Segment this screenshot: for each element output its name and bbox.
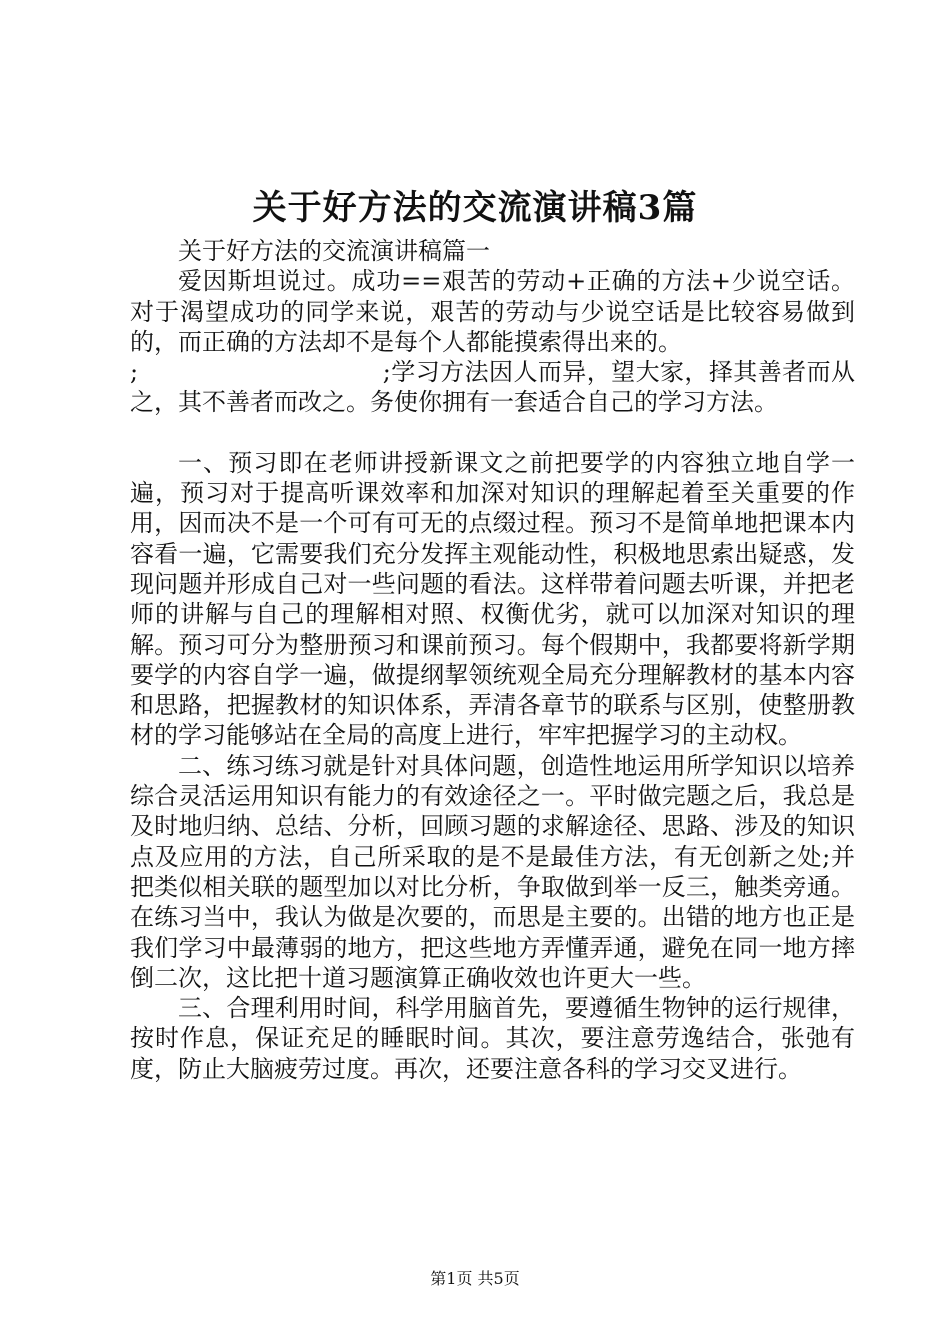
paragraph-time: 三、合理利用时间，科学用脑首先，要遵循生物钟的运行规律，按时作息，保证充足的睡眠时间。其次，要注意劳逸结合，张弛有度，防止大脑疲劳过度。再次，还要注意各科的学习交叉进行。 xyxy=(130,994,855,1083)
intro-paragraph: 爱因斯坦说过。成功==艰苦的劳动+正确的方法+少说空话。对于渴望成功的同学来说，艰苦的劳动与少说空话是比较容易做到的，而正确的方法却不是每个人都能摸索得出来的。 xyxy=(130,267,855,356)
paragraph-gap xyxy=(130,418,855,448)
document-body xyxy=(130,236,855,1084)
document-title: 关于好方法的交流演讲稿3篇 xyxy=(252,188,698,228)
page-number: 第1页 共5页 xyxy=(430,1269,520,1288)
section-heading: 关于好方法的交流演讲稿篇一 xyxy=(178,237,490,265)
paragraph-practice: 二、练习练习就是针对具体问题，创造性地运用所学知识以培养综合灵活运用知识有能力的有效途径之一。平时做完题之后，我总是及时地归纳、总结、分析，回顾习题的求解途径、思路、涉及的知识点及应用的方法，自己所采取的是不是最佳方法，有无创新之处;并把类似相关联的题型加以对比分析，争取做到举一反三，触类旁通。在练习当中，我认为做是次要的，而思是主要的。出错的地方也正是我们学习中最薄弱的地方，把这些地方弄懂弄通，避免在同一地方摔倒二次，这比把十道习题演算正确收效也许更大一些。 xyxy=(130,751,855,992)
paragraph-preview: 一、预习即在老师讲授新课文之前把要学的内容独立地自学一遍，预习对于提高听课效率和加深对知识的理解起着至关重要的作用，因而决不是一个可有可无的点缀过程。预习不是简单地把课本内容看一遍，它需要我们充分发挥主观能动性，积极地思索出疑惑，发现问题并形成自己对一些问题的看法。这样带着问题去听课，并把老师的讲解与自己的理解相对照、权衡优劣，就可以加深对知识的理解。预习可分为整册预习和课前预习。每个假期中，我都要将新学期要学的内容自学一遍，做提纲挈领统观全局充分理解教材的基本内容和思路，把握教材的知识体系，弄清各章节的联系与区别，使整册教材的学习能够站在全局的高度上进行，牢牢把握学习的主动权。 xyxy=(130,448,855,750)
semicolon-paragraph: ; ;学习方法因人而异，望大家，择其善者而从之，其不善者而改之。务使你拥有一套适合自己的学习方法。 xyxy=(130,358,855,417)
